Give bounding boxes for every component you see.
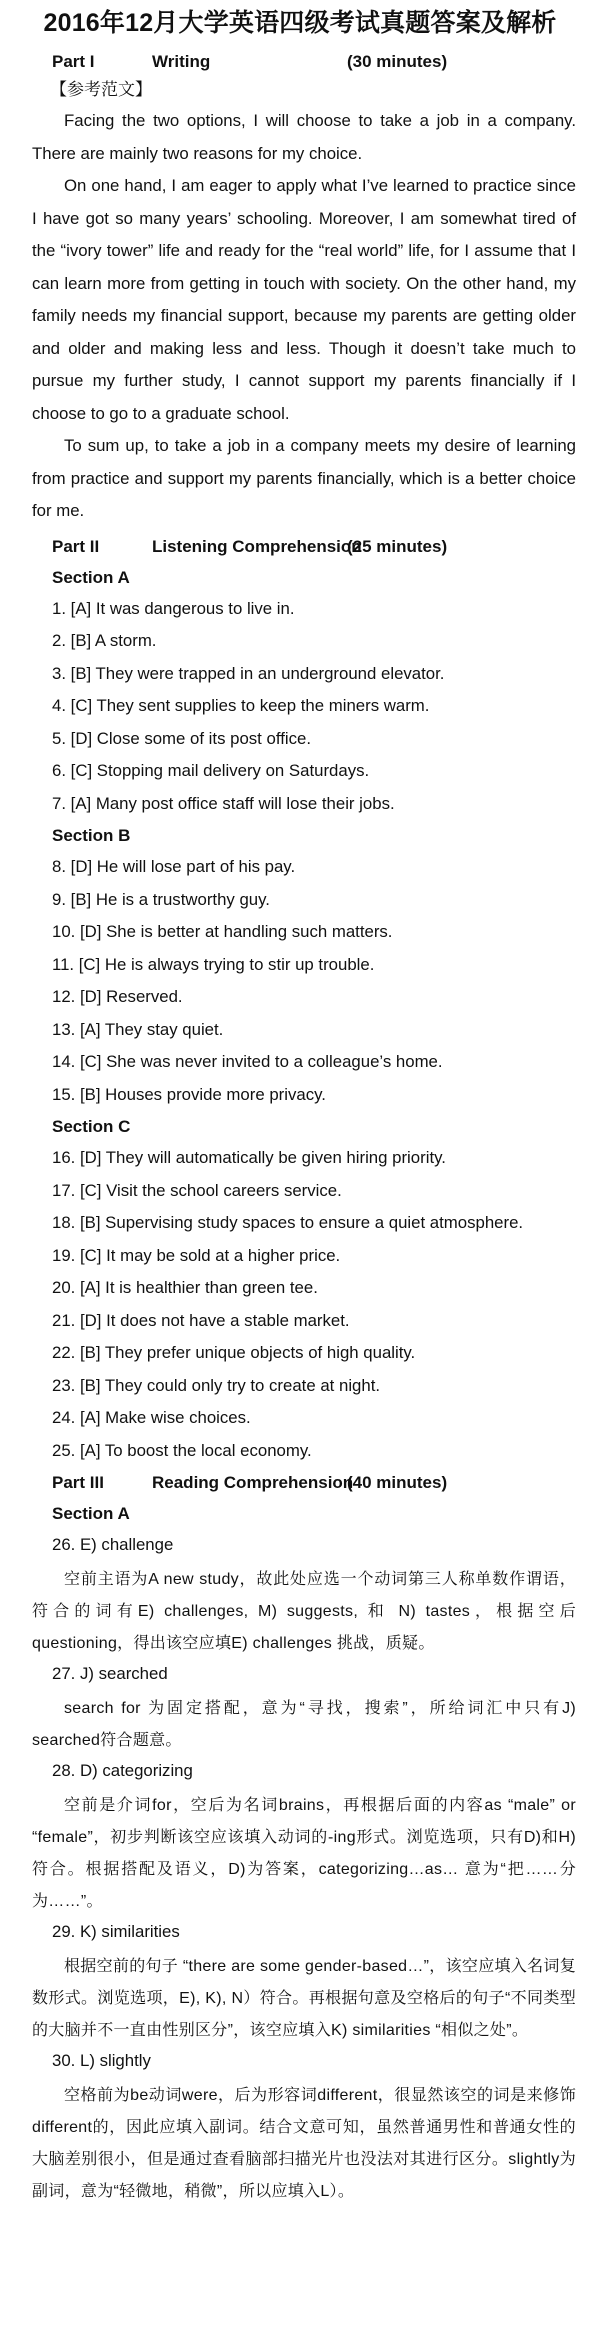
answer-item: 13. [A] They stay quiet. [52, 1019, 224, 1039]
part-number: Part II [52, 536, 100, 556]
answer-item: 20. [A] It is healthier than green tee. [52, 1278, 318, 1297]
part-name: Writing [152, 52, 211, 71]
answer-item: 4. [C] They sent supplies to keep the miners warm. [52, 696, 430, 715]
section-title: Section C [52, 1117, 131, 1136]
answer-item: 15. [B] Houses provide more privacy. [52, 1084, 326, 1104]
reading-answer-head: 26. E) challenge [52, 1535, 174, 1554]
reading-answer-head: 29. K) similarities [52, 1922, 180, 1941]
answer-item: 16. [D] They will automatically be given hiring priority. [52, 1148, 446, 1167]
answer-item: 8. [D] He will lose part of his pay. [52, 857, 296, 876]
reading-explanation: search for 为固定搭配，意为“寻找，搜索”，所给词汇中只有J) searched符合题意。 [32, 1700, 576, 1749]
answer-item: 25. [A] To boost the local economy. [52, 1440, 312, 1460]
part-time: (30 minutes) [347, 52, 448, 71]
document-title: 2016年12月大学英语四级考试真题答案及解析 [43, 9, 557, 37]
answer-item: 6. [C] Stopping mail delivery on Saturdays. [52, 761, 370, 780]
answer-item: 24. [A] Make wise choices. [52, 1408, 251, 1427]
part-name: Reading Comprehension [152, 1473, 354, 1492]
reading-answer-head: 27. J) searched [52, 1664, 168, 1683]
answer-item: 5. [D] Close some of its post office. [52, 728, 311, 748]
answer-item: 12. [D] Reserved. [52, 987, 183, 1006]
answer-item: 21. [D] It does not have a stable market. [52, 1310, 350, 1330]
part-reading-header [52, 1472, 576, 1494]
reading-explanation: 根据空前的句子 “there are some gender-based…”，该空应填入名词复数形式。浏览选项，E), K), N）符合。再根据句意及空格后的句子“不同类型的大脑并不一直由性别区分”，该空应填入K) similarities “相似之处”。 [32, 1958, 576, 2039]
answer-item: 22. [B] They prefer unique objects of high quality. [52, 1343, 416, 1362]
part-number: Part III [52, 1473, 104, 1492]
reading-answer-head: 30. L) slightly [52, 2051, 151, 2070]
answer-item: 14. [C] She was never invited to a colleague’s home. [52, 1052, 443, 1071]
section-title: Section A [52, 1504, 130, 1523]
essay-paragraph: To sum up, to take a job in a company meets my desire of learning from practice and support my parents financially, which is a better choice for me. [32, 436, 576, 520]
answer-item: 18. [B] Supervising study spaces to ensure a quiet atmosphere. [52, 1213, 524, 1232]
reference-essay-label: 【参考范文】 [50, 80, 152, 99]
reading-explanation: 空格前为be动词were，后为形容词different，很显然该空的词是来修饰different的，因此应填入副词。结合文意可知，虽然普通男性和普通女性的大脑差别很小，但是通过查看脑部扫描光片也没法对其进行区分。slightly为副词，意为“轻微地，稍微”，所以应填入L）。 [32, 2087, 576, 2200]
answer-item: 11. [C] He is always trying to stir up trouble. [52, 954, 375, 974]
reading-explanation: 空前主语为A new study，故此处应选一个动词第三人称单数作谓语，符合的词有E) challenges, M) suggests, 和 N) tastes，根据空后questioning，得出该空应填E) challenges 挑战，质疑。 [32, 1571, 576, 1652]
answer-item: 1. [A] It was dangerous to live in. [52, 598, 295, 618]
part-number: Part I [52, 52, 95, 71]
reading-explanation: 空前是介词for，空后为名词brains，再根据后面的内容as “male” or “female”，初步判断该空应该填入动词的-ing形式。浏览选项，只有D)和H) 符合。根据搭配及语义，D)为答案，categorizing…as… 意为“把……分为……”。 [32, 1797, 576, 1910]
answer-item: 10. [D] She is better at handling such matters. [52, 922, 393, 941]
essay-paragraph: On one hand, I am eager to apply what I’ve learned to practice since I have got so many years’ schooling. Moreover, I am somewhat tired of the “ivory tower” life and ready for the “real world” life, for I assume that I can learn more from getting in touch with society. On the other hand, my family needs my financial support, because my parents are getting older and older and making less and less. Though it doesn’t take much to pursue my further study, I cannot support my parents financially if I choose to go to a graduate school. [32, 176, 576, 423]
part-name: Listening Comprehension [152, 536, 362, 556]
answer-item: 17. [C] Visit the school careers service. [52, 1180, 342, 1200]
reading-answer-head: 28. D) categorizing [52, 1761, 193, 1780]
answer-item: 7. [A] Many post office staff will lose their jobs. [52, 793, 395, 813]
answer-item: 19. [C] It may be sold at a higher price. [52, 1245, 341, 1265]
part-writing-header [52, 51, 576, 73]
part-listening-header [52, 536, 576, 558]
section-title: Section A [52, 567, 130, 587]
part-time: (40 minutes) [347, 1473, 448, 1492]
answer-item: 9. [B] He is a trustworthy guy. [52, 889, 270, 909]
section-title: Section B [52, 826, 131, 845]
answer-item: 3. [B] They were trapped in an underground elevator. [52, 663, 445, 683]
essay-paragraph: Facing the two options, I will choose to take a job in a company. There are mainly two reasons for my choice. [32, 111, 576, 163]
part-time: (25 minutes) [347, 536, 448, 556]
answer-item: 23. [B] They could only try to create at night. [52, 1375, 381, 1395]
answer-item: 2. [B] A storm. [52, 631, 157, 650]
